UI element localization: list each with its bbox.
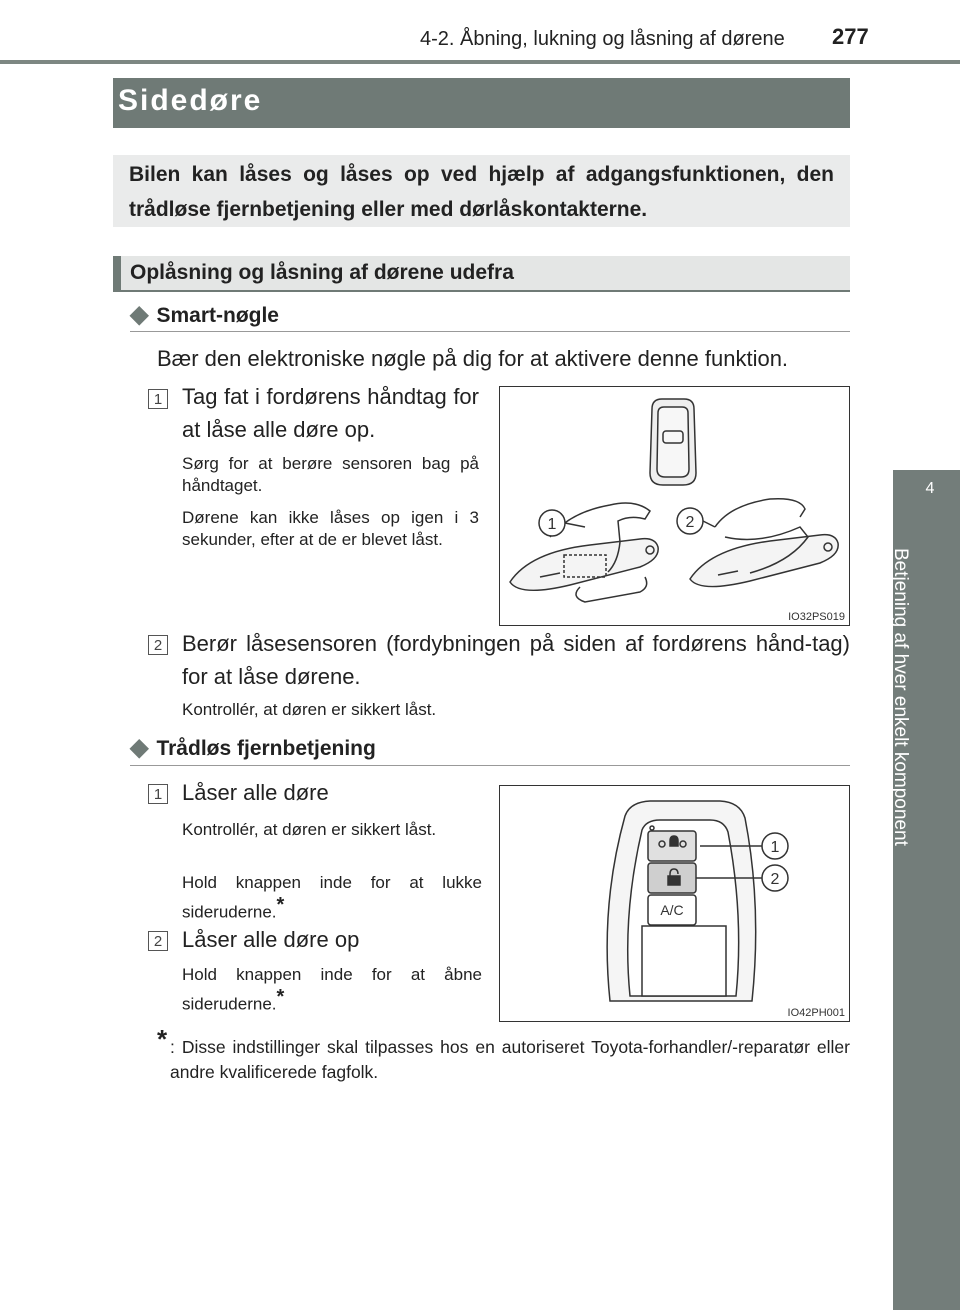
smart-key-rule xyxy=(130,331,850,332)
smart-key-heading xyxy=(130,300,279,329)
remote-key-illustration xyxy=(500,786,849,1021)
step-number-1: 1 xyxy=(148,389,168,409)
remote-heading-text: Trådløs fjernbetjening xyxy=(156,737,376,760)
figure2-callout-1: 1 xyxy=(770,839,780,856)
smart-key-step2-note: Kontrollér, at døren er sikkert låst. xyxy=(182,700,437,719)
section-heading: Oplåsning og låsning af dørene udefra xyxy=(130,261,514,284)
remote-key-figure xyxy=(499,785,850,1022)
header-section-title: 4-2. Åbning, lukning og låsning af dørene xyxy=(420,28,785,50)
section-heading-rule xyxy=(113,290,850,292)
remote-rule xyxy=(130,765,850,766)
smart-key-step2-text: Berør låsesensoren (fordybningen på siden af fordørens hånd-tag) for at låse dørene. xyxy=(182,631,850,689)
chapter-number: 4 xyxy=(925,480,935,497)
remote-step2-note xyxy=(182,964,482,1016)
diamond-bullet-icon: ◆ xyxy=(130,734,149,761)
intro-text: Bilen kan låses og låses op ved hjælp af adgangsfunktionen, den trådløse fjernbetjening eller med dørlåskontakterne. xyxy=(129,163,834,221)
remote-step1-footnote-mark: * xyxy=(276,894,285,916)
remote-step1-note1: Kontrollér, at døren er sikkert låst. xyxy=(182,820,437,839)
chapter-label-text: Betjening af hver enkelt komponent xyxy=(890,548,911,846)
footnote-text: : Disse indstillinger skal tilpasses hos en autoriseret Toyota-forhandler/-reparatør eller andre kvalificerede fagfolk. xyxy=(170,1037,850,1082)
figure1-callout-2: 2 xyxy=(685,514,695,531)
figure2-code: IO42PH001 xyxy=(787,1007,845,1019)
smart-key-step1-text: Tag fat i fordørens håndtag for at låse alle døre op. xyxy=(182,384,479,442)
chapter-label xyxy=(890,548,935,908)
diamond-bullet-icon: ◆ xyxy=(130,301,149,328)
smart-key-lead: Bær den elektroniske nøgle på dig for at aktivere denne funktion. xyxy=(157,346,789,371)
page-number: 277 xyxy=(832,24,869,49)
figure2-callout-2: 2 xyxy=(770,871,780,888)
smart-key-heading-text: Smart-nøgle xyxy=(156,304,279,327)
remote-step1-note2-text: Hold knappen inde for at lukke sideruderne. xyxy=(182,873,482,922)
remote-heading xyxy=(130,733,376,762)
door-handle-figure xyxy=(499,386,850,626)
page-title: Sidedøre xyxy=(118,84,263,117)
step-number-2: 2 xyxy=(148,635,168,655)
figure1-code: IO32PS019 xyxy=(788,611,845,623)
remote-step-number-1: 1 xyxy=(148,784,168,804)
smart-key-step1-note2: Dørene kan ikke låses op igen i 3 sekunder, efter at de er blevet låst. xyxy=(182,508,479,549)
remote-step2-text: Låser alle døre op xyxy=(182,927,360,952)
remote-step-number-2: 2 xyxy=(148,931,168,951)
remote-step1-text: Låser alle døre xyxy=(182,780,329,805)
footnote-mark: * xyxy=(157,1024,168,1054)
remote-step2-note-text: Hold knappen inde for at åbne sideruderne. xyxy=(182,965,482,1014)
door-handle-illustration xyxy=(500,387,849,625)
figure1-callout-1: 1 xyxy=(547,516,557,533)
remote-step2-footnote-mark: * xyxy=(276,986,285,1008)
header-rule xyxy=(0,60,960,64)
smart-key-step1-note1: Sørg for at berøre sensoren bag på håndtaget. xyxy=(182,454,479,495)
ac-button-label: A/C xyxy=(660,902,684,918)
remote-step1-note2 xyxy=(182,872,482,924)
